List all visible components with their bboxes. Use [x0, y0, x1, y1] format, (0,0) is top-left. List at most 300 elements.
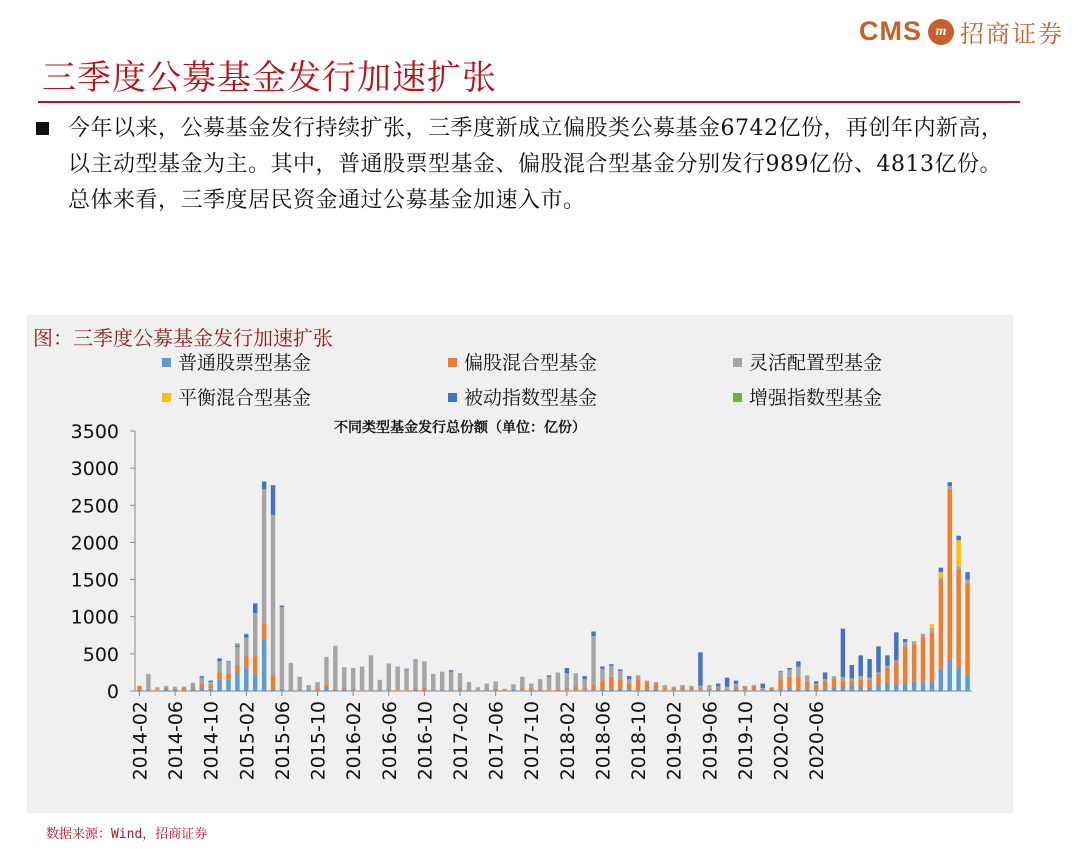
bar-segment-1 — [832, 678, 836, 688]
bar-segment-1 — [387, 689, 391, 690]
bar-segment-0 — [440, 690, 444, 691]
bar-segment-1 — [191, 687, 195, 689]
y-tick-label: 3000 — [70, 458, 119, 481]
bar-segment-0 — [467, 690, 471, 691]
bar-segment-1 — [280, 689, 284, 690]
legend-label: 普通股票型基金 — [178, 352, 312, 374]
bar-segment-2 — [636, 675, 640, 679]
bar-segment-2 — [493, 681, 497, 688]
bar-segment-0 — [894, 684, 898, 691]
bar-segment-0 — [654, 689, 658, 691]
bar-segment-2 — [894, 661, 898, 662]
bar-segment-1 — [734, 687, 738, 690]
bar-segment-1 — [609, 677, 613, 689]
logo-company-name: 招商证券 — [960, 20, 1064, 48]
x-tick-label: 2016-02 — [343, 701, 366, 781]
bar-segment-1 — [939, 580, 943, 669]
bar-segment-4 — [404, 669, 408, 670]
bar-segment-1 — [333, 689, 337, 690]
bar-segment-2 — [823, 679, 827, 681]
bar-segment-0 — [680, 690, 684, 691]
legend-swatch — [733, 393, 742, 402]
bar-segment-0 — [565, 690, 569, 691]
bar-segment-1 — [306, 690, 310, 691]
bar-segment-1 — [155, 690, 159, 691]
bar-segment-2 — [378, 680, 382, 690]
bar-segment-2 — [858, 676, 862, 680]
bar-segment-2 — [351, 668, 355, 689]
bar-segment-2 — [502, 689, 506, 690]
bar-segment-1 — [680, 687, 684, 691]
bar-segment-0 — [725, 690, 729, 691]
bar-segment-0 — [333, 690, 337, 691]
x-tick-label: 2014-06 — [165, 701, 188, 781]
bar-segment-4 — [823, 672, 827, 679]
bar-segment-4 — [449, 670, 453, 671]
bar-segment-0 — [226, 680, 230, 691]
bar-segment-4 — [618, 669, 622, 670]
bar-segment-1 — [137, 686, 141, 690]
bar-segment-2 — [778, 672, 782, 679]
bar-segment-2 — [262, 489, 266, 623]
bar-segment-2 — [342, 667, 346, 687]
bar-segment-1 — [493, 689, 497, 690]
bar-segment-2 — [529, 684, 533, 688]
bar-segment-2 — [226, 662, 230, 673]
bar-segment-0 — [832, 688, 836, 691]
bar-segment-2 — [146, 674, 150, 689]
bar-segment-4 — [965, 572, 969, 579]
bar-segment-4 — [903, 639, 907, 642]
y-tick-label: 0 — [106, 681, 119, 703]
bar-segment-0 — [769, 690, 773, 691]
x-tick-label: 2018-06 — [592, 701, 615, 781]
bar-segment-2 — [591, 636, 595, 684]
bar-segment-1 — [502, 690, 506, 691]
bar-segment-0 — [289, 690, 293, 691]
bar-segment-1 — [351, 689, 355, 690]
bar-segment-0 — [324, 688, 328, 691]
bar-segment-1 — [787, 677, 791, 688]
bar-segment-4 — [876, 646, 880, 672]
bar-segment-4 — [200, 676, 204, 677]
bar-segment-0 — [449, 690, 453, 691]
bar-segment-1 — [663, 687, 667, 690]
bar-segment-2 — [467, 682, 471, 689]
bar-segment-2 — [271, 515, 275, 675]
bar-segment-0 — [182, 690, 186, 691]
bar-segment-4 — [253, 603, 257, 613]
bar-segment-1 — [289, 689, 293, 690]
bar-segment-0 — [627, 690, 631, 691]
bar-segment-2 — [885, 666, 889, 668]
bar-segment-1 — [582, 688, 586, 690]
y-tick-label: 1000 — [70, 606, 119, 629]
bar-segment-2 — [440, 672, 444, 689]
bar-segment-2 — [752, 685, 756, 686]
bar-segment-1 — [484, 690, 488, 691]
bar-segment-0 — [618, 689, 622, 691]
bar-segment-0 — [208, 689, 212, 691]
bar-segment-2 — [609, 666, 613, 677]
bar-segment-0 — [458, 690, 462, 691]
bar-segment-2 — [814, 684, 818, 685]
bar-segment-4 — [858, 655, 862, 676]
bar-segment-2 — [574, 673, 578, 686]
bar-segment-2 — [939, 577, 943, 579]
bar-segment-4 — [280, 606, 284, 607]
bar-segment-1 — [600, 681, 604, 690]
bar-segment-2 — [956, 566, 960, 569]
bar-segment-4 — [867, 659, 871, 678]
bar-segment-1 — [698, 688, 702, 690]
bar-segment-2 — [680, 685, 684, 686]
bar-segment-0 — [484, 690, 488, 691]
bar-segment-1 — [404, 690, 408, 691]
bar-segment-4 — [262, 482, 266, 489]
bar-segment-1 — [752, 687, 756, 691]
bar-segment-0 — [538, 690, 542, 691]
bar-segment-1 — [324, 685, 328, 688]
bar-segment-1 — [948, 489, 952, 660]
x-tick-label: 2017-10 — [521, 701, 544, 781]
bar-segment-2 — [805, 675, 809, 681]
bar-segment-1 — [217, 672, 221, 679]
bar-segment-1 — [591, 684, 595, 690]
bar-segment-1 — [867, 680, 871, 687]
bar-segment-1 — [841, 681, 845, 687]
bar-segment-4 — [885, 655, 889, 665]
bar-segment-0 — [146, 690, 150, 691]
bar-segment-3 — [930, 624, 934, 628]
bar-segment-0 — [948, 660, 952, 691]
bar-segment-0 — [280, 690, 284, 691]
bar-segment-4 — [547, 675, 551, 676]
bar-segment-2 — [698, 686, 702, 688]
bar-segment-0 — [778, 689, 782, 691]
bar-segment-1 — [298, 689, 302, 690]
bar-segment-0 — [912, 681, 916, 691]
bullet-square-icon — [36, 122, 49, 135]
bar-segment-1 — [814, 685, 818, 689]
bar-segment-1 — [805, 681, 809, 688]
bar-segment-2 — [743, 686, 747, 687]
bar-segment-1 — [244, 656, 248, 667]
bar-segment-2 — [627, 679, 631, 683]
bar-segment-2 — [734, 684, 738, 687]
bar-segment-1 — [271, 675, 275, 690]
bar-segment-1 — [173, 689, 177, 690]
bar-segment-0 — [253, 675, 257, 691]
bar-segment-1 — [778, 679, 782, 689]
bar-segment-0 — [867, 687, 871, 691]
bar-segment-2 — [903, 642, 907, 646]
x-tick-label: 2019-02 — [663, 701, 686, 781]
bar-segment-1 — [200, 684, 204, 688]
bar-segment-2 — [600, 669, 604, 681]
brand-logo — [859, 14, 1064, 49]
bar-segment-4 — [778, 671, 782, 672]
bar-segment-0 — [930, 682, 934, 691]
bar-segment-2 — [511, 684, 515, 688]
bar-segment-0 — [582, 690, 586, 691]
bar-segment-4 — [948, 482, 952, 486]
x-tick-label: 2017-02 — [450, 701, 473, 781]
bar-segment-2 — [155, 687, 159, 690]
bar-segment-0 — [431, 690, 435, 691]
bar-segment-0 — [262, 639, 266, 691]
bar-segment-0 — [956, 668, 960, 691]
bar-segment-1 — [547, 690, 551, 691]
bar-segment-4 — [787, 668, 791, 669]
legend-swatch — [448, 393, 457, 402]
x-tick-label: 2019-10 — [734, 701, 757, 781]
bar-segment-1 — [342, 687, 346, 689]
bar-segment-1 — [743, 687, 747, 691]
bar-segment-1 — [850, 681, 854, 685]
y-tick-label: 2000 — [70, 532, 119, 555]
title-divider — [38, 101, 1020, 103]
bar-segment-4 — [208, 681, 212, 682]
bar-segment-4 — [956, 536, 960, 540]
bar-segment-0 — [244, 667, 248, 691]
bar-segment-2 — [663, 685, 667, 687]
bar-segment-1 — [538, 689, 542, 690]
bar-segment-2 — [217, 661, 221, 672]
bar-segment-0 — [805, 689, 809, 691]
bar-segment-0 — [841, 687, 845, 691]
bar-segment-1 — [823, 681, 827, 688]
bar-segment-2 — [289, 663, 293, 689]
bar-segment-1 — [574, 687, 578, 691]
bar-segment-1 — [369, 690, 373, 691]
bar-segment-2 — [769, 687, 773, 688]
bar-segment-0 — [876, 685, 880, 691]
bar-segment-1 — [565, 688, 569, 690]
bar-segment-1 — [520, 688, 524, 690]
y-tick-label: 2500 — [70, 495, 119, 518]
x-tick-label: 2018-02 — [556, 701, 579, 781]
bar-segment-2 — [306, 685, 310, 689]
bar-segment-0 — [858, 687, 862, 691]
bar-segment-1 — [253, 656, 257, 675]
bar-segment-0 — [200, 688, 204, 691]
bar-segment-0 — [823, 689, 827, 691]
bar-segment-4 — [796, 661, 800, 666]
bar-segment-4 — [244, 635, 248, 638]
bar-segment-4 — [591, 632, 595, 636]
bar-segment-2 — [761, 688, 765, 689]
bar-segment-1 — [413, 688, 417, 689]
legend-swatch — [733, 358, 742, 367]
bar-segment-0 — [520, 690, 524, 691]
bar-segment-0 — [422, 690, 426, 691]
bar-segment-2 — [191, 683, 195, 687]
legend-label: 被动指数型基金 — [464, 387, 598, 409]
bar-segment-0 — [787, 688, 791, 691]
bar-segment-1 — [716, 688, 720, 689]
bar-segment-0 — [689, 690, 693, 691]
y-tick-label: 3500 — [70, 421, 119, 443]
bar-segment-4 — [235, 646, 239, 647]
bar-segment-2 — [200, 678, 204, 684]
bar-segment-2 — [280, 607, 284, 689]
bar-segment-2 — [244, 638, 248, 657]
bar-segment-1 — [761, 689, 765, 690]
stacked-bar-chart — [27, 315, 1013, 813]
bar-segment-2 — [413, 659, 417, 688]
bar-segment-1 — [885, 668, 889, 683]
bar-segment-2 — [208, 682, 212, 685]
bar-segment-1 — [467, 690, 471, 691]
bar-segment-2 — [725, 687, 729, 689]
bar-segment-0 — [306, 690, 310, 691]
bar-segment-1 — [431, 689, 435, 690]
bar-segment-4 — [761, 684, 765, 688]
bar-segment-2 — [235, 647, 239, 665]
bar-segment-2 — [565, 673, 569, 688]
bar-segment-2 — [654, 682, 658, 684]
x-tick-label: 2014-10 — [200, 701, 223, 781]
bar-segment-1 — [395, 690, 399, 691]
logo-coin-icon: m — [928, 19, 954, 45]
bar-segment-1 — [440, 689, 444, 690]
bar-segment-2 — [422, 661, 426, 688]
bar-segment-5 — [244, 634, 248, 635]
bar-segment-0 — [636, 690, 640, 691]
bar-segment-1 — [627, 684, 631, 690]
bar-segment-2 — [876, 672, 880, 673]
bar-segment-0 — [342, 690, 346, 691]
bar-segment-0 — [609, 689, 613, 691]
bar-segment-1 — [796, 676, 800, 689]
bar-segment-4 — [698, 652, 702, 685]
bar-segment-4 — [894, 632, 898, 660]
bar-segment-2 — [484, 684, 488, 690]
bar-segment-1 — [511, 689, 515, 690]
bar-segment-1 — [449, 690, 453, 691]
bar-segment-1 — [529, 688, 533, 690]
bar-segment-4 — [734, 681, 738, 684]
bar-segment-2 — [182, 687, 186, 688]
bar-segment-4 — [939, 568, 943, 572]
bar-segment-2 — [689, 686, 693, 688]
bar-segment-4 — [850, 665, 854, 678]
bar-segment-4 — [271, 485, 275, 515]
bar-segment-0 — [707, 690, 711, 691]
x-tick-label: 2019-06 — [699, 701, 722, 781]
legend-label: 平衡混合型基金 — [178, 387, 312, 409]
bar-segment-4 — [600, 666, 604, 668]
bar-segment-2 — [965, 580, 969, 584]
bar-segment-1 — [315, 688, 319, 690]
bar-segment-0 — [164, 690, 168, 691]
bar-segment-0 — [671, 690, 675, 691]
bar-segment-1 — [894, 662, 898, 684]
bar-segment-2 — [520, 677, 524, 688]
y-tick-label: 500 — [82, 643, 119, 666]
bar-segment-1 — [556, 690, 560, 691]
bar-segment-0 — [413, 690, 417, 691]
bar-segment-0 — [591, 690, 595, 691]
bar-segment-2 — [538, 679, 542, 689]
bar-segment-0 — [939, 669, 943, 691]
bar-segment-0 — [235, 672, 239, 691]
legend-label: 偏股混合型基金 — [464, 352, 598, 374]
bar-segment-2 — [547, 677, 551, 690]
bar-segment-0 — [298, 690, 302, 691]
bar-segment-2 — [832, 676, 836, 678]
bar-segment-1 — [725, 689, 729, 690]
bar-segment-2 — [315, 682, 319, 688]
bar-segment-0 — [493, 690, 497, 691]
x-tick-label: 2016-10 — [414, 701, 437, 781]
bar-segment-0 — [369, 690, 373, 691]
bar-segment-2 — [582, 679, 586, 688]
figure-label: 图：三季度公募基金发行加速扩张 — [33, 326, 333, 350]
bar-segment-0 — [921, 682, 925, 691]
bar-segment-0 — [903, 684, 907, 691]
bar-segment-2 — [298, 677, 302, 689]
bar-segment-2 — [253, 613, 257, 656]
bar-segment-2 — [796, 666, 800, 676]
bar-segment-0 — [796, 689, 800, 691]
bar-segment-2 — [716, 687, 720, 688]
bar-segment-2 — [387, 664, 391, 689]
bar-segment-0 — [814, 690, 818, 691]
bar-segment-2 — [395, 666, 399, 690]
bar-segment-0 — [716, 690, 720, 691]
bar-segment-2 — [173, 687, 177, 689]
logo-text: CMS — [859, 16, 922, 46]
summary-text: 今年以来，公募基金发行持续扩张，三季度新成立偏股类公募基金6742亿份，再创年内新高，以主动型基金为主。其中，普通股票型基金、偏股混合型基金分别发行989亿份、4813亿份。总体来看，三季度居民资金通过公募基金加速入市。 — [68, 116, 1004, 213]
bar-segment-3 — [956, 540, 960, 566]
bar-segment-4 — [725, 678, 729, 687]
bar-segment-4 — [841, 629, 845, 677]
bar-segment-0 — [173, 690, 177, 691]
bar-segment-1 — [235, 665, 239, 672]
x-tick-label: 2015-10 — [307, 701, 330, 781]
bar-segment-0 — [574, 690, 578, 691]
bar-segment-0 — [645, 690, 649, 691]
bar-segment-2 — [912, 641, 916, 644]
bar-segment-1 — [903, 646, 907, 683]
bar-segment-1 — [422, 688, 426, 690]
bar-segment-4 — [217, 658, 221, 661]
bar-segment-2 — [369, 655, 373, 689]
bar-segment-1 — [226, 673, 230, 680]
bar-segment-2 — [930, 628, 934, 633]
bar-segment-0 — [511, 690, 515, 691]
legend-swatch — [162, 358, 171, 367]
bar-segment-2 — [618, 671, 622, 680]
legend-label: 灵活配置型基金 — [749, 352, 883, 374]
bar-segment-0 — [137, 690, 141, 691]
bar-segment-2 — [841, 677, 845, 681]
bar-segment-2 — [867, 678, 871, 680]
bar-segment-1 — [164, 688, 168, 689]
bar-segment-0 — [885, 683, 889, 691]
bar-segment-0 — [476, 690, 480, 691]
bar-segment-0 — [965, 675, 969, 691]
bar-segment-5 — [235, 643, 239, 645]
bar-segment-1 — [618, 680, 622, 689]
bar-segment-1 — [182, 688, 186, 690]
bar-segment-0 — [600, 690, 604, 691]
bar-segment-0 — [743, 690, 747, 691]
bar-segment-4 — [627, 676, 631, 679]
bar-segment-0 — [217, 680, 221, 691]
